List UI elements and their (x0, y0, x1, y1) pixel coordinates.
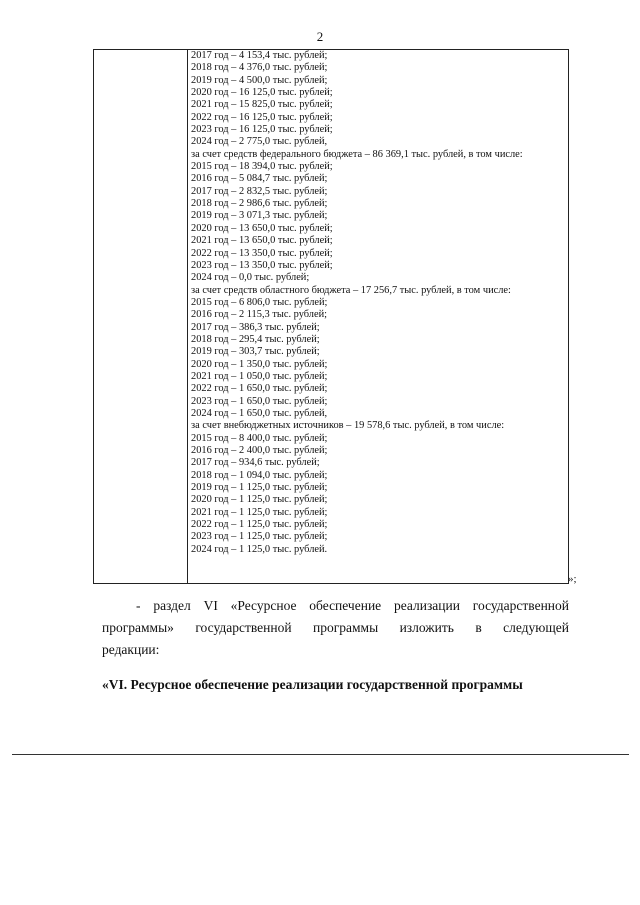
table-column-divider (187, 50, 188, 583)
table-line: 2020 год – 16 125,0 тыс. рублей; (191, 87, 333, 99)
table-line: 2018 год – 4 376,0 тыс. рублей; (191, 62, 328, 74)
table-line: 2015 год – 18 394,0 тыс. рублей; (191, 161, 333, 173)
amendment-paragraph (102, 595, 569, 661)
funding-table-cell (191, 50, 567, 556)
table-line: 2023 год – 13 350,0 тыс. рублей; (191, 259, 333, 271)
table-line: 2016 год – 2 400,0 тыс. рублей; (191, 445, 328, 456)
table-line: 2019 год – 1 125,0 тыс. рублей; (191, 482, 328, 494)
table-line: 2024 год – 0,0 тыс. рублей; (191, 272, 310, 284)
table-line: 2015 год – 8 400,0 тыс. рублей; (191, 432, 328, 444)
table-line: 2017 год – 4 153,4 тыс. рублей; (191, 50, 328, 61)
table-line: за счет средств областного бюджета – 17 256,7 тыс. рублей, в том числе: (191, 284, 511, 296)
table-line: 2018 год – 2 986,6 тыс. рублей; (191, 198, 328, 210)
table-line: 2022 год – 16 125,0 тыс. рублей; (191, 111, 333, 123)
table-line: 2021 год – 15 825,0 тыс. рублей; (191, 99, 333, 111)
table-line: за счет средств федерального бюджета – 86 369,1 тыс. рублей, в том числе: (191, 148, 523, 160)
table-line: 2023 год – 1 125,0 тыс. рублей; (191, 531, 328, 543)
table-line: 2016 год – 5 084,7 тыс. рублей; (191, 173, 328, 185)
table-line: 2020 год – 1 125,0 тыс. рублей; (191, 494, 328, 506)
table-line: 2019 год – 303,7 тыс. рублей; (191, 346, 320, 358)
table-line: 2022 год – 13 350,0 тыс. рублей; (191, 247, 333, 259)
table-line: 2024 год – 1 650,0 тыс. рублей, (191, 407, 328, 419)
paragraph-line: - раздел VI «Ресурсное обеспечение реализации государственной (136, 598, 569, 613)
table-line: 2022 год – 1 125,0 тыс. рублей; (191, 519, 328, 531)
table-closing-quote: »; (568, 573, 577, 585)
funding-table (93, 49, 569, 584)
table-line: 2023 год – 1 650,0 тыс. рублей; (191, 395, 328, 407)
table-line: 2022 год – 1 650,0 тыс. рублей; (191, 383, 328, 395)
paragraph-line: редакции: (102, 642, 160, 657)
table-line: 2015 год – 6 806,0 тыс. рублей; (191, 296, 328, 308)
table-line: 2017 год – 934,6 тыс. рублей; (191, 457, 320, 469)
table-line: 2020 год – 1 350,0 тыс. рублей; (191, 358, 328, 370)
table-line: за счет внебюджетных источников – 19 578,6 тыс. рублей, в том числе: (191, 420, 505, 432)
table-line: 2017 год – 386,3 тыс. рублей; (191, 321, 320, 333)
table-line: 2024 год – 2 775,0 тыс. рублей, (191, 136, 328, 148)
table-line: 2017 год – 2 832,5 тыс. рублей; (191, 185, 328, 197)
table-line: 2018 год – 1 094,0 тыс. рублей; (191, 469, 328, 481)
section-heading: «VI. Ресурсное обеспечение реализации государственной программы (102, 677, 523, 692)
paragraph-line: программы» государственной программы изложить в следующей (102, 620, 569, 635)
table-line: 2023 год – 16 125,0 тыс. рублей; (191, 124, 333, 136)
table-line: 2021 год – 1 050,0 тыс. рублей; (191, 370, 328, 382)
table-line: 2024 год – 1 125,0 тыс. рублей. (191, 543, 328, 555)
table-line: 2019 год – 4 500,0 тыс. рублей; (191, 74, 328, 86)
table-line: 2021 год – 1 125,0 тыс. рублей; (191, 506, 328, 518)
table-line: 2020 год – 13 650,0 тыс. рублей; (191, 222, 333, 234)
page-number: 2 (316, 29, 324, 44)
table-line: 2016 год – 2 115,3 тыс. рублей; (191, 309, 328, 321)
bottom-divider (12, 754, 629, 755)
table-line: 2021 год – 13 650,0 тыс. рублей; (191, 235, 333, 247)
table-line: 2018 год – 295,4 тыс. рублей; (191, 333, 320, 345)
table-line: 2019 год – 3 071,3 тыс. рублей; (191, 210, 328, 222)
